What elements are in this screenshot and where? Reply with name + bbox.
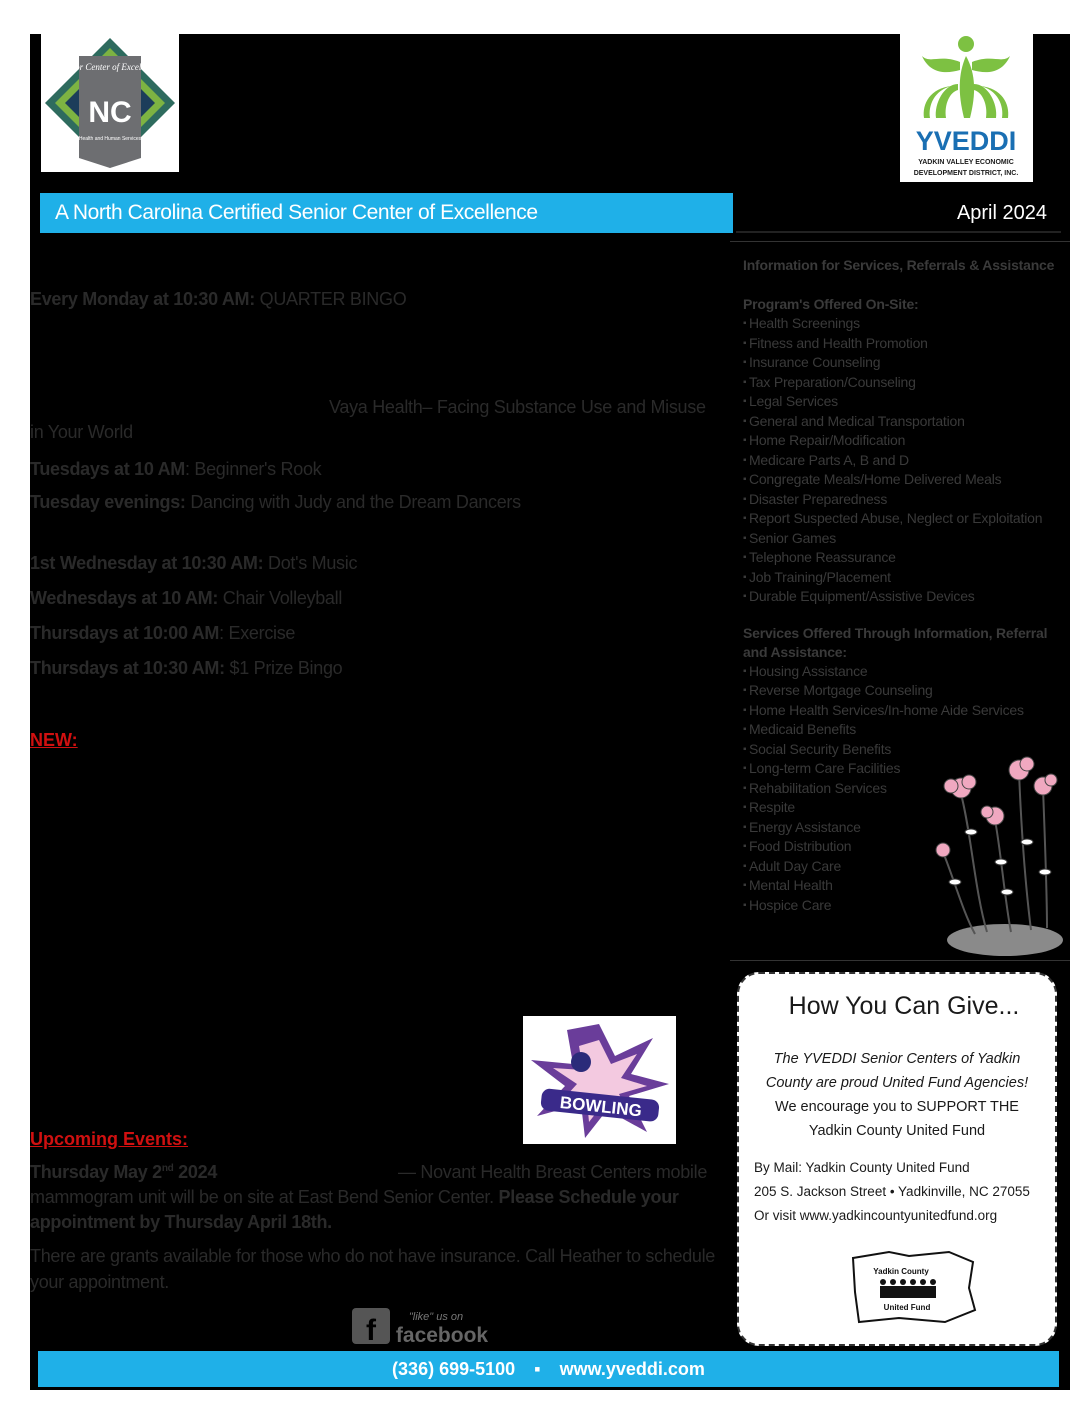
onsite-program-item: ▪ Legal Services (743, 392, 1063, 412)
svg-text:YVEDDI: YVEDDI (915, 126, 1017, 156)
footer-phone[interactable]: (336) 699-5100 (392, 1359, 516, 1379)
upcoming-events-heading: Upcoming Events: (30, 1129, 189, 1149)
tuesday-dancing: Tuesday evenings: Dancing with Judy and the Dream Dancers (30, 492, 521, 512)
facebook-like-link[interactable] (352, 1306, 492, 1348)
sidebar-heading-onsite: Program's Offered On-Site: (743, 296, 919, 312)
referral-service-item: ▪ Food Distribution (743, 837, 1063, 857)
onsite-program-item: ▪ Telephone Reassurance (743, 548, 1063, 568)
footer-separator: ▪ (534, 1359, 541, 1379)
event-text-3: appointment by Thursday April 18th. (30, 1212, 332, 1232)
onsite-program-item: ▪ Senior Games (743, 529, 1063, 549)
onsite-program-item: ▪ Home Repair/Modification (743, 431, 1063, 451)
monday-bingo: Every Monday at 10:30 AM: QUARTER BINGO (30, 289, 407, 309)
svg-text:Health and Human Services: Health and Human Services (78, 136, 142, 142)
onsite-program-item: ▪ Fitness and Health Promotion (743, 334, 1063, 354)
tuesday-rook: Tuesdays at 10 AM: Beginner's Rook (30, 459, 322, 479)
senior-center-excellence-logo (41, 34, 179, 172)
event-note-2: your appointment. (30, 1272, 169, 1292)
united-fund-logo (849, 1248, 979, 1333)
onsite-program-item: ▪ General and Medical Transportation (743, 412, 1063, 432)
svg-text:United Fund: United Fund (883, 1303, 931, 1312)
onsite-program-item: ▪ Job Training/Placement (743, 568, 1063, 588)
referral-service-item: ▪ Housing Assistance (743, 662, 1063, 682)
yveddi-logo (900, 34, 1033, 182)
footer-website-link[interactable]: www.yveddi.com (559, 1359, 705, 1379)
event-date: Thursday May 2nd 2024 (30, 1162, 218, 1182)
onsite-program-item: ▪ Durable Equipment/Assistive Devices (743, 587, 1063, 607)
svg-text:facebook: facebook (395, 1324, 489, 1347)
sidebar-divider-bottom (730, 960, 1070, 961)
bowling-image (523, 1016, 676, 1144)
event-text-1: — Novant Health Breast Centers mobile (398, 1162, 708, 1182)
onsite-program-item: ▪ Insurance Counseling (743, 353, 1063, 373)
referral-service-item: ▪ Hospice Care (743, 896, 1063, 916)
referral-service-item: ▪ Mental Health (743, 876, 1063, 896)
how-you-can-give-box (737, 972, 1057, 1346)
flowers-illustration (935, 752, 1065, 964)
thursday-prize-bingo: Thursdays at 10:30 AM: $1 Prize Bingo (30, 658, 343, 678)
onsite-programs-list (743, 314, 1063, 607)
onsite-program-item: ▪ Health Screenings (743, 314, 1063, 334)
referral-service-item: ▪ Long-term Care Facilities (743, 759, 1063, 779)
onsite-program-item: ▪ Report Suspected Abuse, Neglect or Exploitation (743, 509, 1063, 529)
referral-service-item: ▪ Medicaid Benefits (743, 720, 1063, 740)
banner-title: A North Carolina Certified Senior Center of Excellence (40, 193, 733, 233)
referral-service-item: ▪ Rehabilitation Services (743, 779, 1063, 799)
svg-text:NC: NC (88, 96, 132, 129)
wednesday-volleyball: Wednesdays at 10 AM: Chair Volleyball (30, 588, 343, 608)
svg-text:Yadkin County: Yadkin County (873, 1267, 929, 1276)
vaya-health-line2: in Your World (30, 422, 133, 442)
referral-service-item: ▪ Reverse Mortgage Counseling (743, 681, 1063, 701)
svg-text:YADKIN VALLEY ECONOMIC: YADKIN VALLEY ECONOMIC (918, 159, 1014, 166)
footer-contact-bar (38, 1351, 1059, 1387)
svg-text:BOWLING: BOWLING (558, 1092, 643, 1121)
svg-text:"like" us on: "like" us on (408, 1311, 464, 1323)
referral-service-item: ▪ Home Health Services/In-home Aide Services (743, 701, 1063, 721)
referral-service-item: ▪ Energy Assistance (743, 818, 1063, 838)
onsite-program-item: ▪ Medicare Parts A, B and D (743, 451, 1063, 471)
referral-service-item: ▪ Respite (743, 798, 1063, 818)
onsite-program-item: ▪ Congregate Meals/Home Delivered Meals (743, 470, 1063, 490)
svg-text:f: f (366, 1314, 376, 1347)
referral-service-item: ▪ Social Security Benefits (743, 740, 1063, 760)
new-heading: NEW: (30, 730, 78, 750)
give-title: How You Can Give... (788, 992, 1020, 1020)
sidebar-heading-info: Information for Services, Referrals & Assistance (743, 257, 1055, 273)
onsite-program-item: ▪ Tax Preparation/Counseling (743, 373, 1063, 393)
wednesday-music: 1st Wednesday at 10:30 AM: Dot's Music (30, 553, 358, 573)
sidebar-heading-referral: Services Offered Through Information, Referral and Assistance: (743, 624, 1048, 660)
event-text-2: mammogram unit will be on site at East Bend Senior Center. Please Schedule your (30, 1187, 679, 1207)
svg-text:DEVELOPMENT DISTRICT, INC.: DEVELOPMENT DISTRICT, INC. (913, 170, 1019, 177)
vaya-health-line1: Vaya Health– Facing Substance Use and Misuse (329, 397, 706, 417)
give-message: The YVEDDI Senior Centers of Yadkin County are proud United Fund Agencies! We encourage you to SUPPORT THE Yadkin County United Fund (765, 1051, 1029, 1139)
event-note-1: There are grants available for those who do not have insurance. Call Heather to schedule (30, 1246, 716, 1266)
onsite-program-item: ▪ Disaster Preparedness (743, 490, 1063, 510)
sidebar-divider-top (730, 241, 1070, 242)
give-mail-info: By Mail: Yadkin County United Fund 205 S. Jackson Street • Yadkinville, NC 27055 Or visit www.yadkincountyunitedfund.org (754, 1156, 1030, 1228)
svg-text:Senior Center of Excellence: Senior Center of Excellence (59, 62, 161, 72)
referral-service-item: ▪ Adult Day Care (743, 857, 1063, 877)
united-fund-website-link[interactable]: Or visit www.yadkincountyunitedfund.org (754, 1208, 998, 1223)
thursday-exercise: Thursdays at 10:00 AM: Exercise (30, 623, 296, 643)
issue-date: April 2024 (736, 193, 1061, 233)
